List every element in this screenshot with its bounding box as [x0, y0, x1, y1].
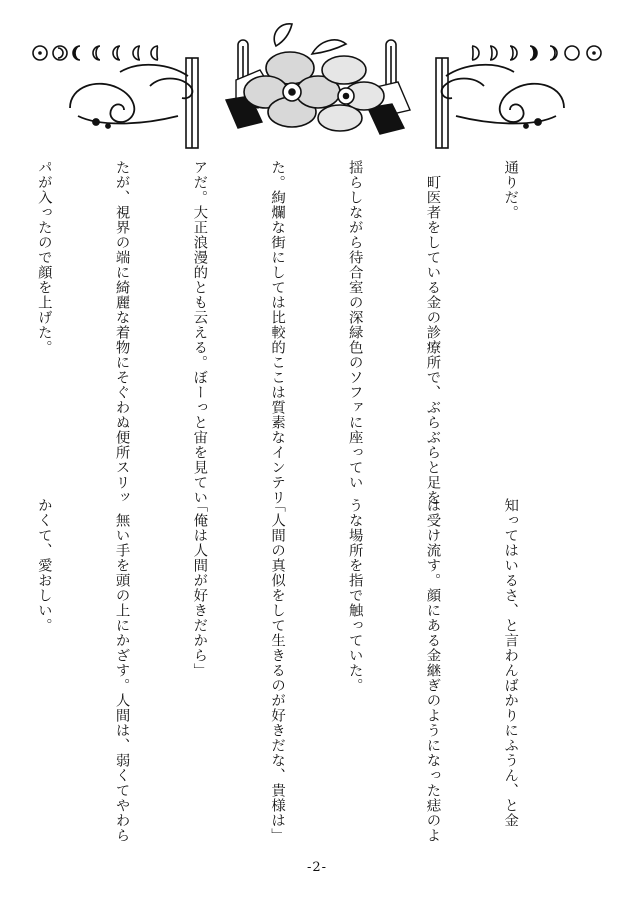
scroll-ornament-left — [70, 65, 192, 128]
text-line: うな場所を指で触っていた。 — [346, 498, 363, 693]
body-text-top — [35, 160, 574, 540]
text-line: 「人間の真似をして生きるのが好きだな、貴様は」 — [269, 498, 286, 843]
body-text-bottom — [35, 498, 574, 878]
page-number: -2- — [306, 860, 328, 875]
scroll-ornament-right — [442, 65, 564, 128]
text-line: 揺らしながら待合室の深緑色のソファに座ってい — [346, 160, 363, 490]
text-line: 「俺は人間が好きだから」 — [191, 498, 208, 678]
text-line: 知ってはいるさ、と言わんばかりにふうん、と金 — [502, 498, 519, 828]
flower-ornament — [244, 24, 384, 131]
header-ornament — [0, 0, 634, 160]
text-line: 町医者をしている金の診療所で、ぶらぶらと足を — [424, 160, 441, 505]
moon-phase-row-right — [472, 46, 601, 60]
text-line: 通りだ。 — [502, 160, 519, 220]
text-line: たが、視界の端に綺麗な着物にそぐわぬ便所スリッ — [113, 160, 130, 505]
text-line: 無い手を頭の上にかざす。人間は、弱くてやわら — [113, 498, 130, 843]
text-line: た。絢爛な街にしては比較的ここは質素なインテリ — [269, 160, 286, 505]
text-block-bottom — [35, 498, 574, 878]
text-line: かくて、愛おしい。 — [35, 498, 52, 633]
text-block-top — [35, 160, 574, 540]
text-line: は受け流す。顔にある金継ぎのようになった痣のよ — [424, 498, 441, 843]
text-line: パが入ったので顔を上げた。 — [35, 160, 52, 355]
moon-phase-row-left — [33, 46, 158, 60]
text-line: アだ。大正浪漫的とも云える。ぼーっと宙を見てい — [191, 160, 208, 505]
